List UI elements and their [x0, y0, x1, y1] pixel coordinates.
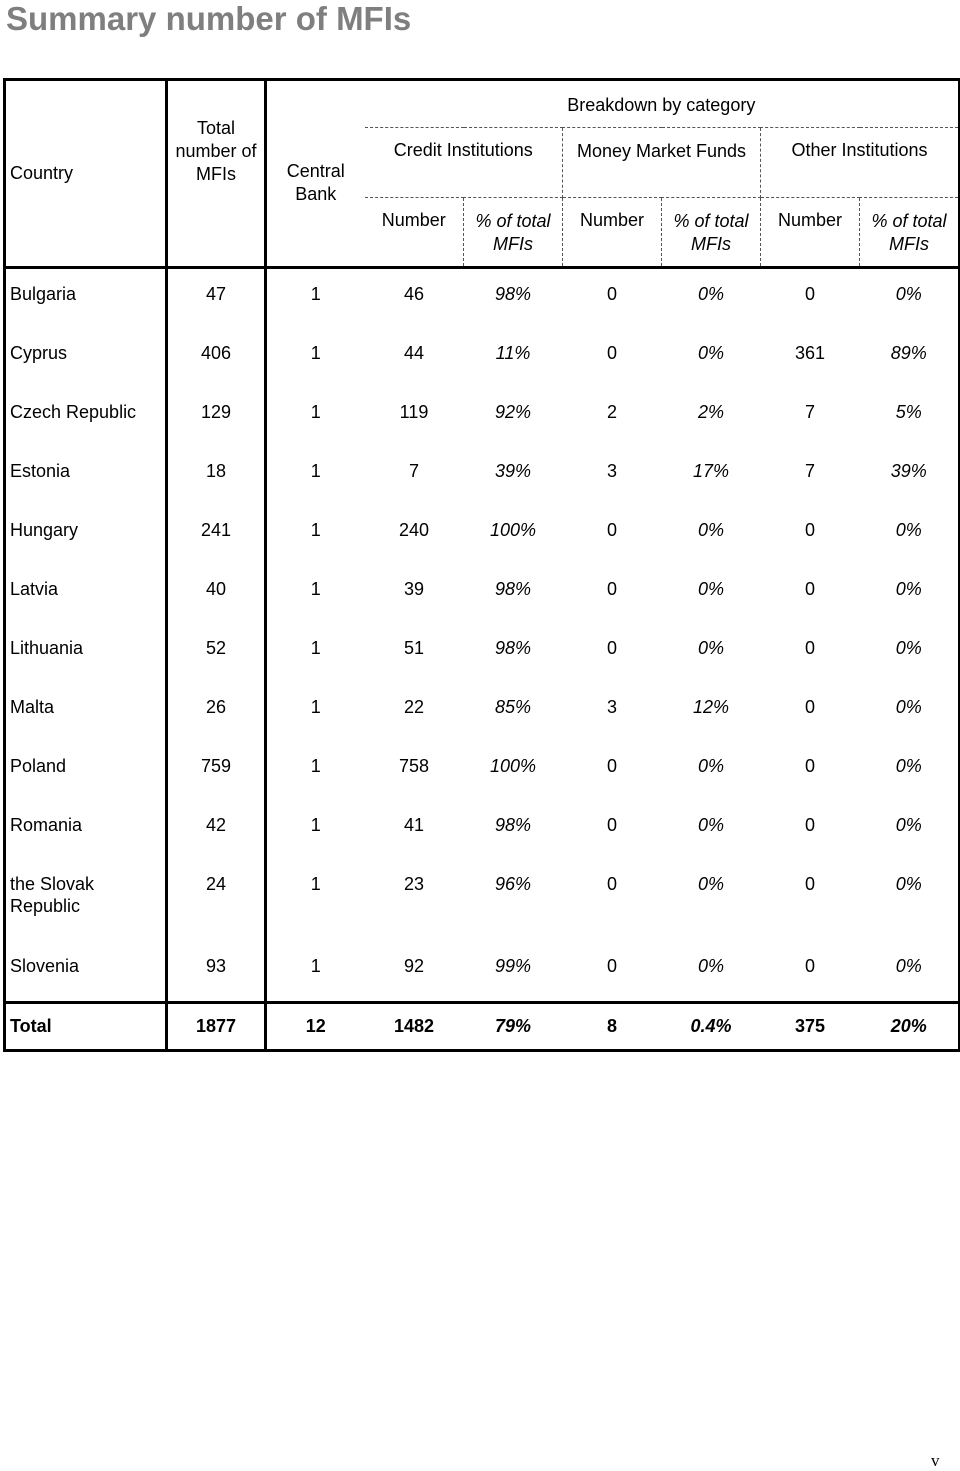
cell-oi-pct: 0%	[895, 697, 922, 717]
cell-oi-number: 0	[804, 520, 815, 540]
cell-ci-number: 23	[403, 874, 425, 894]
cell-mmf-number: 0	[606, 815, 617, 835]
cell-central-bank: 1	[310, 284, 321, 304]
total-row	[5, 1003, 960, 1051]
cell-oi-number: 0	[804, 284, 815, 304]
cell-central-bank: 1	[310, 638, 321, 658]
cell-mmf-pct: 2%	[697, 402, 724, 422]
cell-mmf-pct: 0%	[697, 284, 724, 304]
cell-mmf-pct: 0%	[697, 956, 724, 976]
total-ci-pct: 79%	[464, 1003, 563, 1051]
cell-oi-number: 0	[804, 956, 815, 976]
cell-country: Latvia	[5, 565, 167, 624]
cell-mmf-number: 3	[606, 461, 617, 481]
cell-mmf-pct: 0%	[697, 756, 724, 776]
total-total: 1877	[167, 1003, 266, 1051]
cell-central-bank: 1	[310, 756, 321, 776]
cell-country: Estonia	[5, 447, 167, 506]
cell-ci-pct: 98%	[494, 284, 532, 304]
total-oi-pct: 20%	[860, 1003, 960, 1051]
cell-oi-pct: 0%	[895, 638, 922, 658]
total-mmf-number: 8	[563, 1003, 662, 1051]
cell-oi-number: 0	[804, 579, 815, 599]
cell-ci-pct: 100%	[489, 756, 537, 776]
cell-mmf-number: 0	[606, 343, 617, 363]
cell-country: Romania	[5, 801, 167, 860]
cell-total: 241	[167, 506, 266, 565]
cell-central-bank: 1	[310, 697, 321, 717]
cell-mmf-number: 0	[606, 579, 617, 599]
cell-mmf-pct: 0%	[697, 815, 724, 835]
cell-central-bank: 1	[310, 956, 321, 976]
cell-ci-number: 7	[408, 461, 419, 481]
table-row	[5, 565, 960, 624]
cell-oi-number: 0	[804, 697, 815, 717]
cell-total: 129	[167, 388, 266, 447]
header-money-market-funds: Money Market Funds	[563, 128, 761, 198]
header-ci-pct: % of total MFIs	[464, 198, 563, 268]
cell-mmf-pct: 12%	[692, 697, 730, 717]
cell-oi-pct: 0%	[895, 756, 922, 776]
cell-oi-number: 0	[804, 638, 815, 658]
cell-total: 24	[167, 860, 266, 942]
header-breakdown: Breakdown by category	[365, 80, 960, 128]
cell-oi-pct: 0%	[895, 815, 922, 835]
header-mmf-pct: % of total MFIs	[662, 198, 761, 268]
cell-central-bank: 1	[310, 815, 321, 835]
cell-mmf-number: 3	[606, 697, 617, 717]
cell-ci-pct: 39%	[494, 461, 532, 481]
cell-mmf-number: 0	[606, 874, 617, 894]
cell-oi-pct: 89%	[890, 343, 927, 363]
table-row	[5, 388, 960, 447]
cell-oi-number: 0	[804, 815, 815, 835]
cell-central-bank: 1	[310, 874, 321, 894]
cell-mmf-pct: 0%	[697, 520, 724, 540]
cell-ci-number: 39	[403, 579, 425, 599]
table-row	[5, 447, 960, 506]
cell-ci-pct: 98%	[494, 579, 532, 599]
table-row	[5, 742, 960, 801]
cell-mmf-number: 0	[606, 284, 617, 304]
header-ci-number: Number	[365, 198, 464, 268]
cell-country: Cyprus	[5, 329, 167, 388]
cell-country: Poland	[5, 742, 167, 801]
cell-total: 26	[167, 683, 266, 742]
total-mmf-pct: 0.4%	[662, 1003, 761, 1051]
total-country: Total	[5, 1003, 167, 1051]
cell-oi-pct: 0%	[895, 579, 922, 599]
header-oi-number: Number	[761, 198, 860, 268]
cell-central-bank: 1	[310, 461, 321, 481]
cell-mmf-number: 0	[606, 520, 617, 540]
table-row	[5, 801, 960, 860]
cell-total: 47	[167, 268, 266, 330]
cell-mmf-pct: 0%	[697, 874, 724, 894]
cell-country: Czech Republic	[5, 388, 167, 447]
cell-ci-number: 92	[403, 956, 425, 976]
cell-mmf-number: 2	[606, 402, 617, 422]
cell-ci-number: 41	[403, 815, 425, 835]
cell-central-bank: 1	[310, 402, 321, 422]
mfi-summary-table	[3, 78, 960, 1052]
cell-central-bank: 1	[310, 579, 321, 599]
total-oi-number: 375	[761, 1003, 860, 1051]
table-row	[5, 506, 960, 565]
cell-country: Hungary	[5, 506, 167, 565]
cell-country: Malta	[5, 683, 167, 742]
cell-ci-number: 758	[398, 756, 430, 776]
cell-oi-pct: 5%	[895, 402, 922, 422]
table-row	[5, 683, 960, 742]
header-oi-pct: % of total MFIs	[860, 198, 960, 268]
table-row	[5, 860, 960, 942]
cell-oi-pct: 0%	[895, 284, 922, 304]
table-row	[5, 268, 960, 330]
cell-ci-number: 51	[403, 638, 425, 658]
cell-total: 42	[167, 801, 266, 860]
cell-mmf-pct: 0%	[697, 579, 724, 599]
header-total-mfis: Total number of MFIs	[167, 80, 266, 268]
cell-oi-number: 0	[804, 874, 815, 894]
cell-ci-number: 46	[403, 284, 425, 304]
cell-oi-pct: 0%	[895, 956, 922, 976]
table-row	[5, 329, 960, 388]
cell-central-bank: 1	[310, 520, 321, 540]
table-row	[5, 624, 960, 683]
cell-country: Slovenia	[5, 942, 167, 1003]
page-title: Summary number of MFIs	[6, 0, 412, 37]
cell-oi-pct: 0%	[895, 520, 922, 540]
cell-oi-pct: 39%	[890, 461, 927, 481]
cell-ci-number: 240	[398, 520, 430, 540]
cell-oi-number: 7	[804, 461, 815, 481]
cell-ci-number: 44	[403, 343, 425, 363]
cell-ci-pct: 100%	[489, 520, 537, 540]
cell-ci-number: 119	[399, 402, 429, 422]
cell-ci-pct: 98%	[494, 638, 532, 658]
cell-total: 40	[167, 565, 266, 624]
cell-mmf-pct: 0%	[697, 638, 724, 658]
cell-total: 18	[167, 447, 266, 506]
total-central-bank: 12	[266, 1003, 365, 1051]
cell-mmf-pct: 0%	[697, 343, 724, 363]
cell-oi-number: 7	[804, 402, 815, 422]
cell-ci-pct: 85%	[494, 697, 532, 717]
cell-oi-number: 0	[804, 756, 815, 776]
cell-ci-pct: 99%	[494, 956, 532, 976]
cell-mmf-number: 0	[606, 756, 617, 776]
cell-total: 52	[167, 624, 266, 683]
cell-country: the Slovak Republic	[5, 860, 167, 942]
header-country: Country	[5, 80, 167, 268]
cell-ci-pct: 92%	[494, 402, 532, 422]
cell-total: 406	[167, 329, 266, 388]
header-credit-institutions: Credit Institutions	[365, 128, 563, 198]
cell-ci-pct: 11%	[495, 343, 531, 363]
cell-ci-pct: 98%	[494, 815, 532, 835]
total-ci-number: 1482	[365, 1003, 464, 1051]
cell-mmf-pct: 17%	[692, 461, 730, 481]
cell-ci-pct: 96%	[494, 874, 532, 894]
cell-total: 93	[167, 942, 266, 1003]
header-other-institutions: Other Institutions	[761, 128, 960, 198]
cell-mmf-number: 0	[606, 638, 617, 658]
cell-oi-pct: 0%	[895, 874, 922, 894]
page-number: v	[931, 1451, 940, 1470]
cell-ci-number: 22	[403, 697, 425, 717]
cell-central-bank: 1	[310, 343, 321, 363]
header-central-bank: Central Bank	[266, 80, 365, 268]
cell-total: 759	[167, 742, 266, 801]
cell-country: Lithuania	[5, 624, 167, 683]
header-mmf-number: Number	[563, 198, 662, 268]
table-row	[5, 942, 960, 1003]
cell-country: Bulgaria	[5, 268, 167, 330]
cell-oi-number: 361	[794, 343, 826, 363]
cell-mmf-number: 0	[606, 956, 617, 976]
